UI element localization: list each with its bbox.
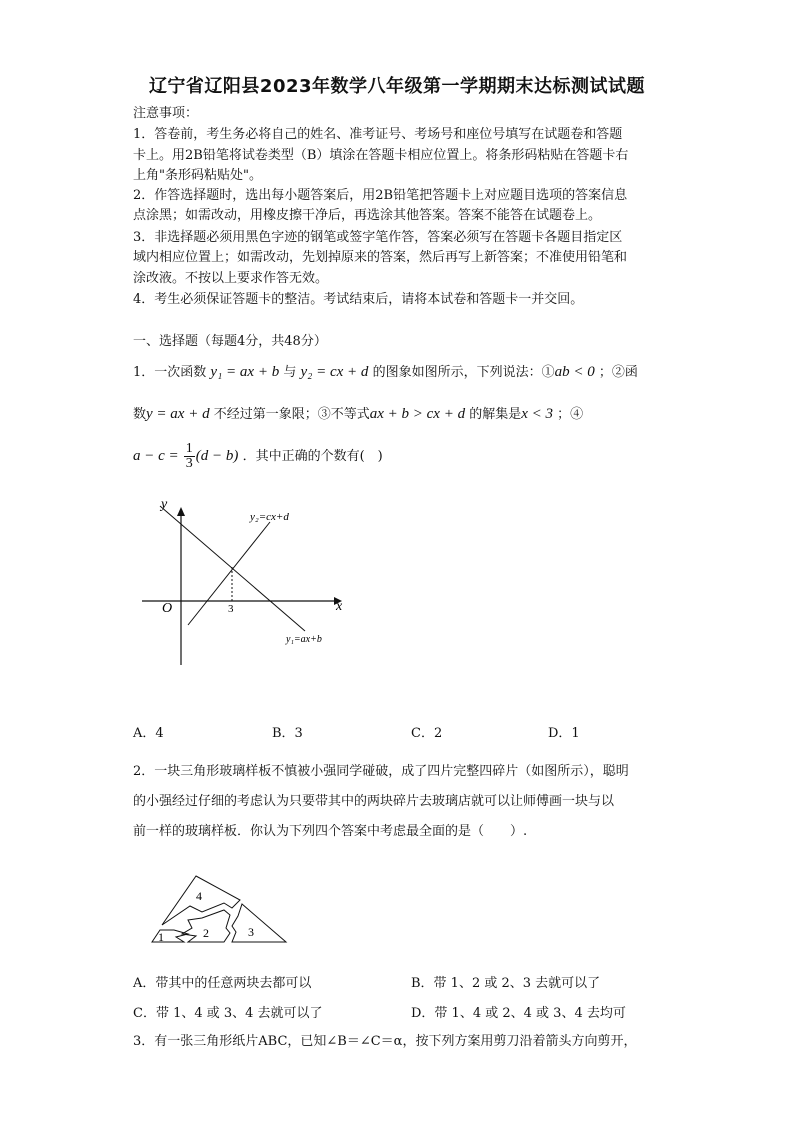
notice-line: 涂改液。不按以上要求作答无效。 — [133, 271, 329, 286]
q2-option-b[interactable]: B．带 1、2 或 2、3 去就可以了 — [411, 976, 601, 991]
piece-label: 2 — [203, 926, 209, 940]
q2-line: 的小强经过仔细的考虑认为只要带其中的两块碎片去玻璃店就可以让师傅画一块与以 — [133, 794, 615, 809]
tick-label: 3 — [228, 603, 234, 615]
glass-piece-3 — [232, 904, 286, 942]
q2-option-a[interactable]: A．带其中的任意两块去都可以 — [133, 976, 312, 991]
q1-line-2: 数y = ax + d 不经过第一象限；③不等式ax + b > cx + d 的解集是x < 3 ；④ — [133, 406, 584, 422]
q1-line-1: 1．一次函数 y₁ = ax + b 与 y₂ = cx + d 的图象如图所示，下列说法：①ab < 0 ；②函 — [133, 364, 638, 380]
origin-label: O — [162, 601, 173, 616]
notice-heading: 注意事项： — [133, 106, 199, 121]
q1-option-d[interactable]: D．1 — [548, 726, 580, 741]
notice-line: 点涂黑；如需改动，用橡皮擦干净后，再选涂其他答案。答案不能答在试题卷上。 — [133, 208, 602, 223]
notice-line: 3．非选择题必须用黑色字迹的钢笔或签字笔作答，答案必须写在答题卡各题目指定区 — [133, 230, 623, 245]
line-y2-label: y₂=cx+d — [250, 511, 289, 523]
piece-label: 4 — [196, 889, 202, 903]
y-axis-label: y — [161, 497, 168, 512]
q2-line: 2．一块三角形玻璃样板不慎被小强同学碰破，成了四片完整四碎片（如图所示），聪明 — [133, 764, 629, 779]
notice-line: 4．考生必须保证答题卡的整洁。考试结束后，请将本试卷和答题卡一并交回。 — [133, 292, 584, 307]
q1-option-a[interactable]: A．4 — [133, 726, 164, 741]
q1-function-graph — [130, 495, 360, 670]
notice-line: 域内相应位置上；如需改动，先划掉原来的答案，然后再写上新答案；不准使用铅笔和 — [133, 250, 628, 265]
q2-glass-pieces-figure — [140, 870, 300, 950]
piece-label: 3 — [248, 925, 254, 939]
section-heading: 一、选择题（每题4分，共48分） — [133, 334, 327, 349]
notice-line: 卡上。用2B铅笔将试卷类型（B）填涂在答题卡相应位置上。将条形码粘贴在答题卡右 — [133, 148, 629, 163]
notice-line: 1．答卷前，考生务必将自己的姓名、准考证号、考场号和座位号填写在试题卷和答题 — [133, 127, 623, 142]
page-title: 辽宁省辽阳县2023年数学八年级第一学期期末达标测试试题 — [148, 76, 646, 97]
q3-line: 3．有一张三角形纸片ABC，已知∠B＝∠C＝α，按下列方案用剪刀沿着箭头方向剪开， — [133, 1034, 637, 1049]
q1-line-3: a − c = $\frac{1}{3}$ (d − b) ．其中正确的个数有( ) — [133, 441, 383, 471]
piece-label: 1 — [158, 930, 164, 944]
q2-line: 前一样的玻璃样板．你认为下列四个答案中考虑最全面的是（ ）. — [133, 824, 528, 839]
q1-option-c[interactable]: C．2 — [411, 726, 443, 741]
q2-option-c[interactable]: C．带 1、4 或 3、4 去就可以了 — [133, 1006, 323, 1021]
notice-line: 2．作答选择题时，选出每小题答案后，用2B铅笔把答题卡上对应题目选项的答案信息 — [133, 188, 628, 203]
fraction-one-third: $\frac{1}{3}$ — [185, 441, 193, 471]
y-axis-arrow-icon — [177, 507, 185, 516]
q1-option-b[interactable]: B．3 — [272, 726, 303, 741]
line-y1-label: y₁=ax+b — [286, 634, 322, 645]
q2-option-d[interactable]: D．带 1、4 或 2、4 或 3、4 去均可 — [411, 1006, 626, 1021]
x-axis-label: x — [336, 599, 343, 614]
notice-line: 上角"条形码粘贴处"。 — [133, 168, 262, 183]
